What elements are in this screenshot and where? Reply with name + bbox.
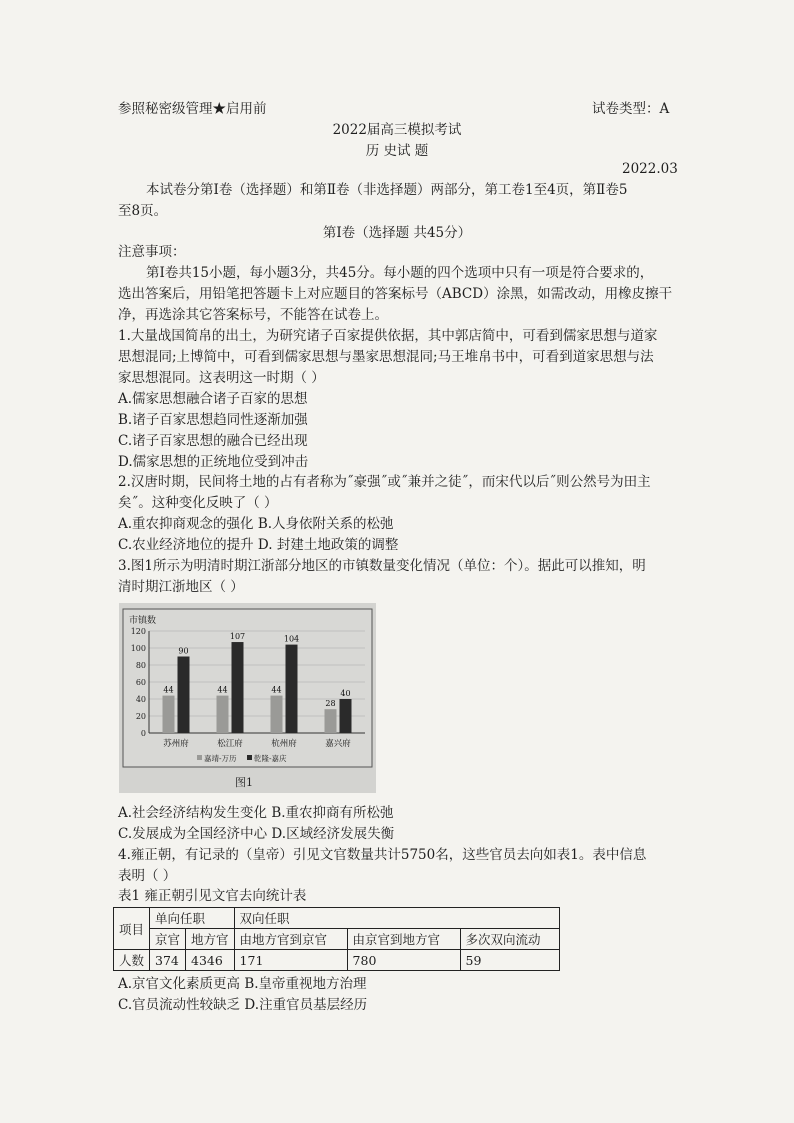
table-cell: 374 bbox=[150, 950, 186, 971]
q1-option-c: C.诸子百家思想的融合已经出现 bbox=[118, 433, 308, 449]
figure-1-chart bbox=[119, 603, 376, 793]
y-axis-label: 市镇数 bbox=[129, 616, 157, 626]
q3-stem-1: 3.图1所示为明清时期江浙部分地区的市镇数量变化情况（单位：个）。据此可以推知，明 bbox=[118, 558, 646, 574]
intro-line-1: 本试卷分第Ⅰ卷（选择题）和第Ⅱ卷（非选择题）两部分，第工卷1至4页，第Ⅱ卷5 bbox=[146, 182, 628, 198]
part1-title: 第Ⅰ卷（选择题 共45分） bbox=[322, 225, 472, 241]
data-label: 44 bbox=[271, 685, 282, 695]
table-row-label: 人数 bbox=[114, 950, 150, 971]
data-label: 28 bbox=[325, 699, 336, 709]
paper-type-label: 试卷类型：A bbox=[592, 101, 670, 117]
q4-stem-1: 4.雍正朝，有记录的（皇帝）引见文官数量共计5750名，这些官员去向如表1。表中信息 bbox=[118, 847, 647, 863]
q3-stem-2: 清时期江浙地区（ ） bbox=[118, 579, 244, 595]
data-label: 107 bbox=[229, 632, 246, 642]
notice-line-3: 净，再选涂其它答案标号，不能答在试卷上。 bbox=[118, 307, 388, 323]
legend-swatch bbox=[247, 755, 252, 760]
exam-title: 2022届高三模拟考试 bbox=[332, 122, 462, 138]
q2-stem-1: 2.汉唐时期，民间将土地的占有者称为˝豪强˝或˝兼并之徒˝，而宋代以后˝则公然号为田主 bbox=[118, 474, 651, 490]
table-header-single: 单向任职 bbox=[150, 908, 235, 929]
q1-stem-2: 思想混同;上博简中，可看到儒家思想与墨家思想混同;马王堆帛书中，可看到道家思想与法 bbox=[118, 349, 654, 365]
q1-stem-1: 1.大量战国简帛的出土，为研究诸子百家提供依据，其中郭店简中，可看到儒家思想与道家 bbox=[118, 328, 658, 344]
data-label: 104 bbox=[283, 634, 300, 644]
table-1 bbox=[113, 907, 560, 971]
q1-stem-3: 家思想混同。这表明这一时期（ ） bbox=[118, 370, 325, 386]
legend-swatch bbox=[197, 755, 202, 760]
q3-options-ab: A.社会经济结构发生变化 B.重农抑商有所松弛 bbox=[118, 805, 394, 821]
x-tick-label: 松江府 bbox=[217, 739, 243, 749]
exam-date: 2022.03 bbox=[622, 161, 678, 177]
data-label: 90 bbox=[178, 646, 189, 656]
y-tick-label: 20 bbox=[135, 712, 146, 721]
y-tick-label: 120 bbox=[130, 627, 146, 636]
intro-line-2: 至8页。 bbox=[118, 203, 168, 219]
table-row bbox=[114, 929, 560, 950]
table-1-title: 表1 雍正朝引见文官去向统计表 bbox=[118, 888, 307, 904]
legend-label: 嘉靖-万历 bbox=[204, 754, 237, 763]
q3-options-cd: C.发展成为全国经济中心 D.区域经济发展失衡 bbox=[118, 826, 395, 842]
table-row bbox=[114, 908, 560, 929]
table-header-item: 项目 bbox=[114, 908, 150, 950]
x-tick-label: 苏州府 bbox=[163, 739, 189, 749]
q2-stem-2: 矣˝。这种变化反映了（ ） bbox=[118, 495, 278, 511]
bar bbox=[217, 696, 229, 733]
y-tick-label: 40 bbox=[135, 695, 146, 704]
table-cell: 780 bbox=[347, 950, 460, 971]
q4-options-cd: C.官员流动性较缺乏 D.注重官员基层经历 bbox=[118, 997, 368, 1013]
figure-caption: 图1 bbox=[235, 776, 253, 789]
table-col-header: 由地方官到京官 bbox=[234, 929, 347, 950]
subject-title: 历 史试 题 bbox=[365, 143, 429, 159]
table-col-header: 京官 bbox=[150, 929, 186, 950]
q2-options-ab: A.重农抑商观念的强化 B.人身依附关系的松弛 bbox=[118, 516, 394, 532]
q4-options-ab: A.京官文化素质更高 B.皇帝重视地方治理 bbox=[118, 976, 367, 992]
x-tick-label: 杭州府 bbox=[271, 739, 297, 749]
data-label: 40 bbox=[340, 689, 351, 698]
notice-heading: 注意事项： bbox=[118, 244, 186, 260]
y-tick-label: 0 bbox=[140, 729, 146, 738]
notice-line-2: 选出答案后，用铅笔把答题卡上对应题目的答案标号（ABCD）涂黑，如需改动，用橡皮擦干 bbox=[118, 286, 673, 302]
y-tick-label: 100 bbox=[130, 644, 146, 653]
q2-options-cd: C.农业经济地位的提升 D. 封建土地政策的调整 bbox=[118, 537, 399, 553]
table-col-header: 多次双向流动 bbox=[460, 929, 559, 950]
q1-option-a: A.儒家思想融合诸子百家的思想 bbox=[118, 391, 308, 407]
q4-stem-2: 表明（ ） bbox=[118, 868, 177, 884]
data-label: 44 bbox=[163, 685, 174, 695]
table-col-header: 由京官到地方官 bbox=[347, 929, 460, 950]
table-col-header: 地方官 bbox=[186, 929, 235, 950]
table-cell: 171 bbox=[234, 950, 347, 971]
table-cell: 59 bbox=[460, 950, 559, 971]
q1-option-d: D.儒家思想的正统地位受到冲击 bbox=[118, 454, 309, 470]
confidential-label: 参照秘密级管理★启用前 bbox=[118, 101, 267, 117]
bar bbox=[286, 645, 298, 733]
bar-chart bbox=[119, 603, 376, 793]
y-tick-label: 80 bbox=[135, 661, 146, 670]
x-tick-label: 嘉兴府 bbox=[325, 739, 351, 749]
bar bbox=[232, 642, 244, 733]
bar bbox=[325, 709, 337, 733]
bar bbox=[163, 696, 175, 733]
y-tick-label: 60 bbox=[135, 678, 146, 687]
legend-label: 乾隆-嘉庆 bbox=[254, 754, 287, 763]
table-row bbox=[114, 950, 560, 971]
bar bbox=[271, 696, 283, 733]
data-label: 44 bbox=[217, 685, 228, 695]
bar bbox=[178, 657, 190, 734]
bar bbox=[340, 699, 352, 733]
notice-line-1: 第Ⅰ卷共15小题，每小题3分，共45分。每小题的四个选项中只有一项是符合要求的， bbox=[146, 265, 654, 281]
table-header-double: 双向任职 bbox=[234, 908, 559, 929]
q1-option-b: B.诸子百家思想趋同性逐渐加强 bbox=[118, 412, 308, 428]
table-cell: 4346 bbox=[186, 950, 235, 971]
